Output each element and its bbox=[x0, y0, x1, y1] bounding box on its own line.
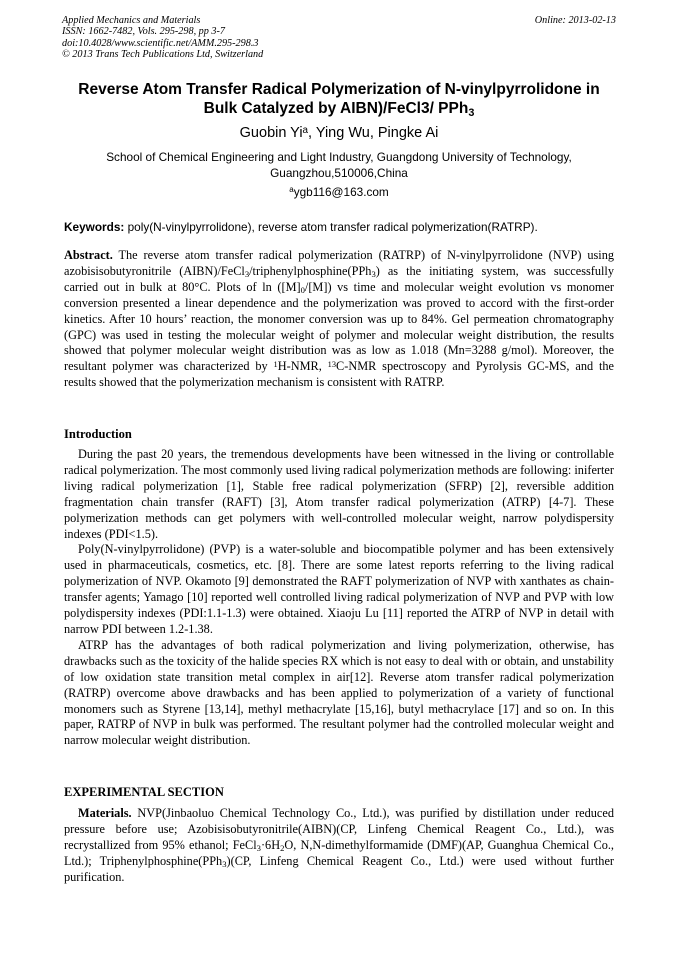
intro-paragraph-1: During the past 20 years, the tremendous developments have been witnessed in the living or controllable radical polymerization. The most commonly used living radical polymerization methods are following: iniferter living radical polymerization [1], Stable free radical polymerization (SFRP) [2], reversible addition fragmentation chain transfer (RAFT) [3], Atom transfer radical polymerization (ATRP) [4-7]. These polymerization methods can get polymers with well-controlled molecular weight, narrow polydispersity indexes (PDI<1.5). bbox=[64, 447, 614, 541]
abstract-text-2: /triphenylphosphine(PPh bbox=[249, 263, 372, 278]
materials-text-1: NVP(Jinbaoluo Chemical Technology Co., Ltd.), was purified by distillation under reduced pressure before use; Azobisisobutyronitrile(AIBN)(CP, Linfeng Chemical Reagent Co., Ltd.), was recrystallized from 95% ethanol; FeCl bbox=[64, 806, 614, 852]
affiliation-line-1: School of Chemical Engineering and Light Industry, Guangdong University of Technology, bbox=[106, 150, 572, 164]
abstract-text-6: C-NMR spectroscopy and Pyrolysis GC-MS, and the results showed that the polymerization mechanism is consistent with RATRP. bbox=[64, 359, 614, 390]
abstract-text-1: The reverse atom transfer radical polymerization (RATRP) of N-vinylpyrrolidone (NVP) using azobisisobutyronitrile (AIBN)/FeCl bbox=[64, 248, 614, 278]
online-date: Online: 2013-02-13 bbox=[534, 15, 616, 26]
keywords-label: Keywords: bbox=[64, 220, 125, 234]
experimental-heading: EXPERIMENTAL SECTION bbox=[64, 785, 224, 799]
copyright-line: © 2013 Trans Tech Publications Ltd, Switzerland bbox=[62, 49, 264, 61]
abstract-sub-2: 3 bbox=[371, 269, 376, 280]
abstract-text-4: /[M]) vs time and molecular weight evolution vs monomer conversion presented a linear dependence and the polymerization was proved to accord with the first-order kinetics. After 10 hours’ reaction, the monomer conversion was up to 84%. Gel permeation chromatography (GPC) was used in testing the molecular weight of polymer and molecular weight distribution, the results showed that polymer molecular weight distribution was as low as 1.018 (Mn=3288 g/mol). Moreover, the resultant polymer was characterized by bbox=[64, 279, 614, 374]
materials-label: Materials. bbox=[78, 806, 132, 820]
keywords bbox=[64, 220, 624, 235]
abstract bbox=[64, 248, 614, 391]
abstract-paragraph bbox=[64, 248, 614, 391]
intro-paragraph-3: ATRP has the advantages of both radical polymerization and living polymerization, otherwise, has drawbacks such as the toxicity of the halide species RX which is not easy to deal with or obtain, and unstability of low oxidation state transition metal complex in air[12]. Reverse atom transfer radical polymerization (RATRP) overcome above drawbacks and has been applied to polymerization of a variety of functional monomers such as Styrene [13,14], methyl methacrylate [15,16], butyl methacrylace [17] and so on. In this paper, RATRP of NVP in bulk was performed. The resultant polymer had the controlled molecular weight and narrow molecular weight distribution. bbox=[64, 637, 614, 748]
materials-sub-3: 3 bbox=[222, 858, 227, 869]
introduction-body bbox=[64, 447, 614, 749]
materials-section bbox=[64, 806, 614, 886]
paper-title bbox=[40, 80, 638, 118]
issn-line: ISSN: 1662-7482, Vols. 295-298, pp 3-7 bbox=[62, 26, 225, 38]
materials-text-3: O, N,N-dimethylformamide (DMF)(AP, Guanghua Chemical Co., Ltd.); Triphenylphosphine(PPh bbox=[64, 837, 615, 868]
journal-name: Applied Mechanics and Materials bbox=[62, 15, 201, 26]
title-line-1: Reverse Atom Transfer Radical Polymerization of N-vinylpyrrolidone in bbox=[78, 81, 600, 98]
abstract-sup-2: 13 bbox=[327, 359, 337, 369]
other-authors: , Ying Wu, Pingke Ai bbox=[308, 125, 439, 141]
materials-text-2: ·6H bbox=[260, 837, 281, 852]
author-email bbox=[60, 185, 618, 200]
intro-paragraph-2: Poly(N-vinylpyrrolidone) (PVP) is a water-soluble and biocompatible polymer and has been extensively used in pharmaceuticals, cosmetics, etc. [8]. There are some latest reports referring to the living radical polymerization of NVP. Okamoto [9] demonstrated the RAFT polymerization of NVP with xanthates as chain-transfer agents; Yamago [10] reported well controlled living radical polymerization of NVP and PVP with low polydispersity indexes (PDI:1.1-1.3) were obtained. Xiaoju Lu [11] reported the ATRP of NVP in detail with narrow PDI between 1.2-1.38. bbox=[64, 542, 614, 636]
author-1: Guobin Yi bbox=[239, 125, 303, 141]
abstract-sub-3: 0 bbox=[300, 284, 305, 295]
materials-paragraph bbox=[64, 806, 614, 886]
keywords-text: poly(N-vinylpyrrolidone), reverse atom transfer radical polymerization(RATRP). bbox=[124, 220, 538, 234]
affiliation bbox=[60, 149, 618, 181]
abstract-text-5: H-NMR, bbox=[277, 359, 328, 374]
abstract-sub-1: 3 bbox=[244, 269, 250, 280]
journal-header bbox=[62, 15, 616, 61]
abstract-text-3: ) as the initiating system, was successfully carried out in bulk at 80°C. Plots of ln ([M] bbox=[64, 263, 614, 294]
materials-sub-1: 3 bbox=[256, 842, 261, 853]
email-affil-mark: a bbox=[289, 185, 294, 195]
author-1-affil-mark: a bbox=[302, 124, 309, 136]
doi-line: doi:10.4028/www.scientific.net/AMM.295-298.3 bbox=[62, 37, 259, 49]
email-address: ygb116@163.com bbox=[293, 185, 389, 199]
introduction-heading: Introduction bbox=[64, 427, 132, 441]
affiliation-line-2: Guangzhou,510006,China bbox=[270, 166, 408, 180]
materials-text-4: )(CP, Linfeng Chemical Reagent Co., Ltd.) were used without further purification. bbox=[64, 853, 615, 884]
title-subscript: 3 bbox=[468, 106, 475, 119]
author-list bbox=[40, 124, 638, 142]
abstract-sup-1: 1 bbox=[273, 359, 278, 369]
materials-sub-2: 2 bbox=[280, 842, 285, 853]
abstract-label: Abstract. bbox=[64, 248, 113, 262]
title-line-2 bbox=[40, 99, 638, 118]
title-line-2-text: Bulk Catalyzed by AIBN)/FeCl3/ PPh bbox=[203, 100, 469, 117]
